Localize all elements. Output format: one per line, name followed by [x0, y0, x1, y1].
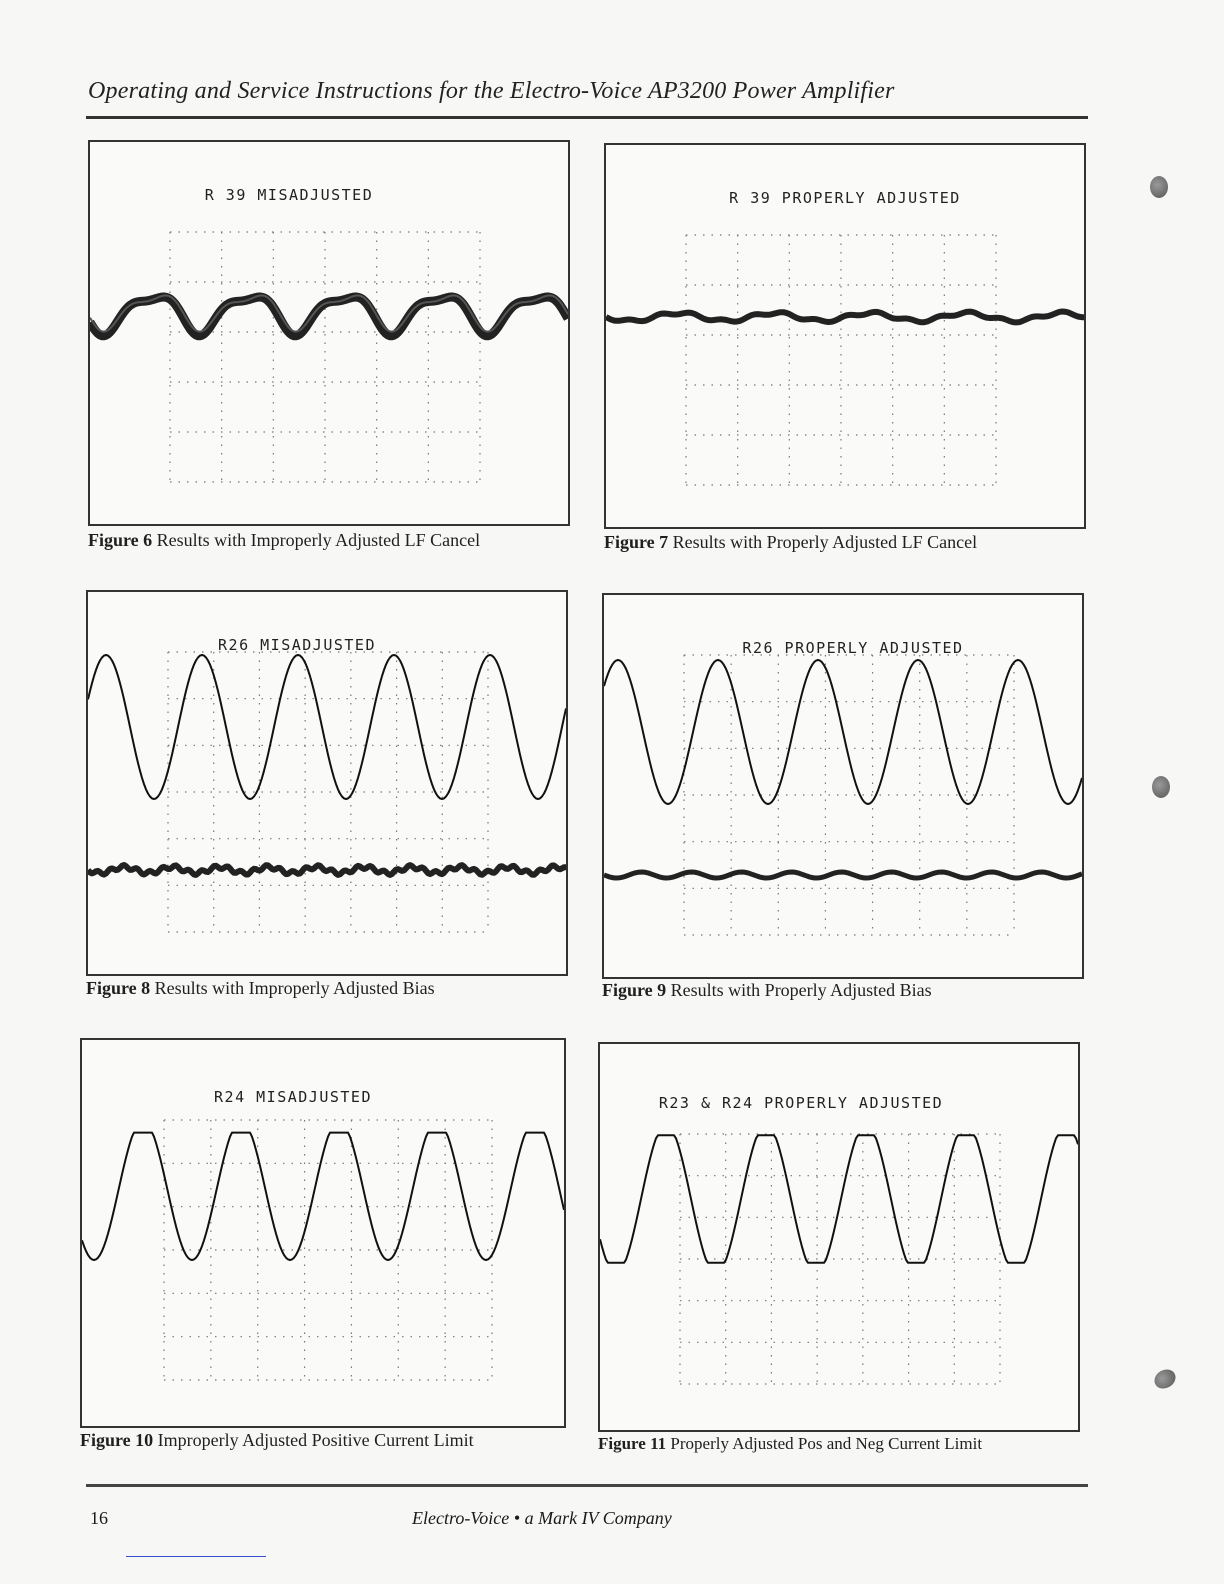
scope-figure-11 [598, 1042, 1080, 1432]
scope-figure-7 [604, 143, 1086, 529]
caption-text-6: Results with Improperly Adjusted LF Cancel [156, 530, 481, 550]
binder-hole-top [1150, 176, 1168, 198]
scope-label-7: R 39 PROPERLY ADJUSTED [729, 189, 961, 207]
page-number: 16 [90, 1508, 108, 1528]
caption-num-9: Figure 9 [602, 980, 667, 1000]
caption-text-10: Improperly Adjusted Positive Current Limit [157, 1430, 474, 1450]
caption-num-11: Figure 11 [598, 1434, 667, 1453]
caption-num-6: Figure 6 [88, 530, 153, 550]
caption-num-10: Figure 10 [80, 1430, 154, 1450]
caption-num-7: Figure 7 [604, 532, 669, 552]
scope-figure-9 [602, 593, 1084, 979]
scope-figure-10 [80, 1038, 566, 1428]
scope-label-6: R 39 MISADJUSTED [204, 186, 374, 204]
caption-figure-9 [602, 980, 932, 1001]
caption-num-8: Figure 8 [86, 978, 151, 998]
caption-figure-6 [88, 530, 480, 551]
page-header: Operating and Service Instructions for the Electro-Voice AP3200 Power Amplifier [88, 78, 895, 104]
scope-figure-6 [88, 140, 570, 526]
scope-label-9: R26 PROPERLY ADJUSTED [742, 639, 964, 657]
header-rule [86, 116, 1088, 119]
scope-label-8: R26 MISADJUSTED [218, 636, 376, 654]
caption-text-11: Properly Adjusted Pos and Neg Current Limit [670, 1434, 983, 1453]
scope-figure-8 [86, 590, 568, 976]
caption-text-7: Results with Properly Adjusted LF Cancel [672, 532, 978, 552]
binder-hole-middle [1152, 776, 1170, 798]
caption-text-8: Results with Improperly Adjusted Bias [154, 978, 435, 998]
scope-label-11: R23 & R24 PROPERLY ADJUSTED [658, 1094, 944, 1112]
footer-rule [86, 1484, 1088, 1487]
caption-figure-11 [598, 1434, 982, 1454]
footer-company: Electro-Voice • a Mark IV Company [412, 1508, 672, 1528]
scope-label-10: R24 MISADJUSTED [214, 1088, 372, 1106]
caption-figure-10 [80, 1430, 474, 1451]
caption-figure-8 [86, 978, 435, 999]
bottom-artifact-line [126, 1556, 266, 1557]
binder-hole-lower [1151, 1366, 1179, 1393]
caption-text-9: Results with Properly Adjusted Bias [670, 980, 932, 1000]
caption-figure-7 [604, 532, 977, 553]
